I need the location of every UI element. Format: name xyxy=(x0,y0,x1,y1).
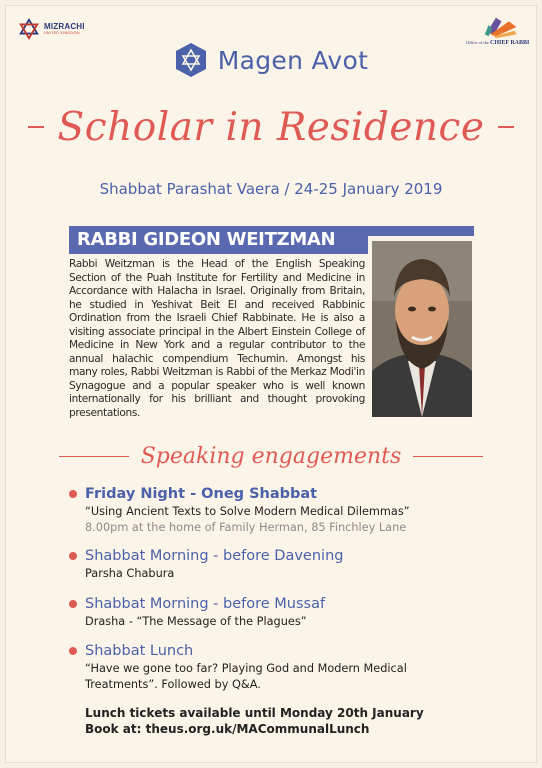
speaker-bar-accent xyxy=(368,226,474,236)
speaker-name: RABBI GIDEON WEITZMAN xyxy=(69,226,368,254)
engagement-item xyxy=(69,643,469,693)
mizrachi-name: MIZRACHI xyxy=(44,21,85,31)
bullet-icon xyxy=(69,600,77,608)
ticket-deadline: Lunch tickets available until Monday 20th January xyxy=(85,706,424,720)
engagement-title: Friday Night - Oneg Shabbat xyxy=(85,486,318,502)
title-dash-left xyxy=(28,126,44,128)
star-of-david-icon xyxy=(18,18,40,40)
chief-rabbi-name: CHIEF RABBI xyxy=(490,40,530,46)
engagement-title: Shabbat Morning - before Davening xyxy=(85,548,344,564)
engagement-topic: “Have we gone too far? Playing God and Modern Medical Treatments”. Followed by Q&A. xyxy=(85,662,407,691)
event-date: Shabbat Parashat Vaera / 24-25 January 2019 xyxy=(99,180,443,198)
booking-link[interactable]: Book at: theus.org.uk/MACommunalLunch xyxy=(85,722,370,736)
heading-rule-left xyxy=(59,456,129,457)
engagement-topic: Drasha - “The Message of the Plagues” xyxy=(85,615,307,628)
magen-avot-shield-icon xyxy=(174,42,208,78)
title-text: Scholar in Residence xyxy=(57,104,485,150)
engagement-title: Shabbat Lunch xyxy=(85,643,194,659)
engagement-topic: “Using Ancient Texts to Solve Modern Medical Dilemmas” xyxy=(85,505,410,518)
bullet-icon xyxy=(69,647,77,655)
engagement-topic: Parsha Chabura xyxy=(85,567,175,580)
brand-name: Magen Avot xyxy=(217,45,369,75)
engagement-item xyxy=(69,486,469,536)
engagements-heading xyxy=(0,440,542,472)
speaker-portrait-graphic xyxy=(372,241,472,417)
engagement-location: 8.00pm at the home of Family Herman, 85 Finchley Lane xyxy=(85,521,407,534)
page-title xyxy=(0,102,542,152)
engagement-item xyxy=(69,548,469,582)
chief-rabbi-office: Office of the xyxy=(466,40,489,45)
speaker-photo xyxy=(372,241,472,417)
heading-rule-right xyxy=(413,456,483,457)
engagement-title: Shabbat Morning - before Mussaf xyxy=(85,596,326,612)
brand-header xyxy=(0,42,542,78)
title-dash-right xyxy=(498,126,514,128)
mizrachi-sub: UNITED KINGDOM xyxy=(44,30,80,35)
bullet-icon xyxy=(69,552,77,560)
speaker-bio: Rabbi Weitzman is the Head of the English Speaking Section of the Puah Institute for Fertility and Medicine in Accordance with Halacha in Israel. Originally from Britain, he studied in Yeshivat Beit El and received Rabbinic Ordination from the Israeli Chief Rabbinate. He is also a visiting associate principal in the Albert Einstein College of Medicine in New York and a regular contributor to the annual halachic compendium Techumin. Amongst his many roles, Rabbi Weitzman is Rabbi of the Merkaz Modi'in Synagogue and a popular speaker who is well known internationally for his brilliant and thought provoking presentations. xyxy=(69,258,365,419)
engagements-heading-text: Speaking engagements xyxy=(140,443,402,469)
booking-info xyxy=(85,705,485,737)
chief-rabbi-emblem xyxy=(466,14,524,40)
engagement-item xyxy=(69,596,469,630)
mizrachi-logo xyxy=(18,18,85,40)
bullet-icon xyxy=(69,490,77,498)
